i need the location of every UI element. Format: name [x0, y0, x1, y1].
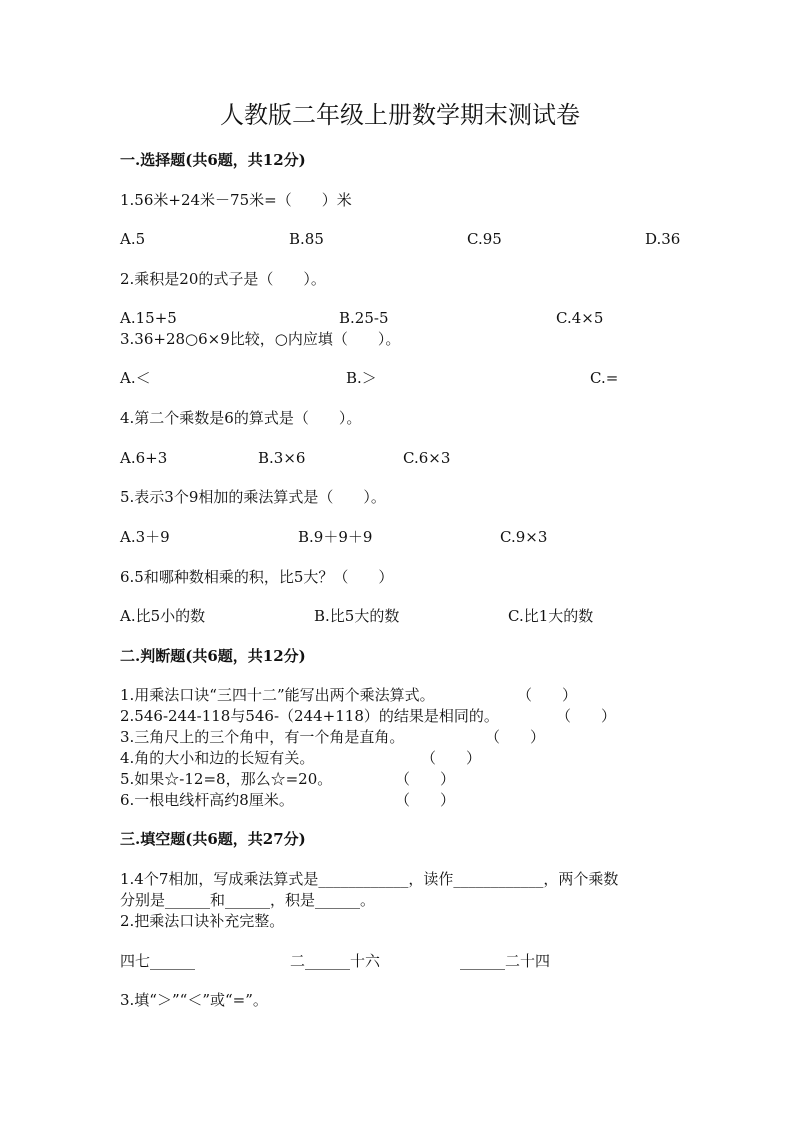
- answer-bracket: （ ）: [485, 728, 546, 746]
- answer-bracket: （ ）: [395, 770, 456, 788]
- option: B.比5大的数: [314, 607, 400, 625]
- option: A.比5小的数: [120, 607, 206, 625]
- option: C.=: [590, 369, 619, 387]
- option: C.6×3: [403, 449, 451, 467]
- option: A.＜: [120, 369, 151, 387]
- answer-bracket: （ ）: [517, 686, 578, 704]
- fill-question-line: 1.4个7相加，写成乘法算式是____________，读作____________，两个乘数: [120, 870, 619, 888]
- formula-blank: ______二十四: [460, 952, 551, 970]
- option: B.＞: [346, 369, 377, 387]
- option: B.85: [289, 230, 324, 248]
- section-heading-fill-in: 三.填空题(共6题，共27分): [120, 830, 306, 848]
- option: C.比1大的数: [508, 607, 594, 625]
- judgement-item: 6.一根电线杆高约8厘米。: [120, 791, 294, 809]
- option: C.95: [467, 230, 502, 248]
- question-stem: 2.乘积是20的式子是（ ）。: [120, 270, 326, 288]
- judgement-item: 3.三角尺上的三个角中，有一个角是直角。: [120, 728, 405, 746]
- section-heading-judgement: 二.判断题(共6题，共12分): [120, 647, 306, 665]
- option: B.25-5: [339, 309, 389, 327]
- question-stem: 4.第二个乘数是6的算式是（ ）。: [120, 409, 362, 427]
- answer-bracket: （ ）: [421, 749, 482, 767]
- question-stem: 5.表示3个9相加的乘法算式是（ ）。: [120, 488, 386, 506]
- option: A.3＋9: [120, 528, 170, 546]
- option: A.15+5: [120, 309, 177, 327]
- judgement-item: 5.如果☆-12=8，那么☆=20。: [120, 770, 333, 788]
- option: A.6+3: [120, 449, 168, 467]
- option: D.36: [645, 230, 681, 248]
- fill-question-line: 2.把乘法口诀补充完整。: [120, 912, 285, 930]
- formula-blank: 四七______: [120, 952, 196, 970]
- option: B.3×6: [258, 449, 306, 467]
- option: B.9＋9＋9: [298, 528, 373, 546]
- judgement-item: 1.用乘法口诀“三四十二”能写出两个乘法算式。: [120, 686, 435, 704]
- fill-question-line: 3.填“＞”“＜”或“=”。: [120, 991, 268, 1009]
- section-heading-choice: 一.选择题(共6题，共12分): [120, 151, 306, 169]
- option: C.9×3: [500, 528, 548, 546]
- question-stem: 6.5和哪种数相乘的积，比5大？（ ）: [120, 568, 394, 586]
- page-title: 人教版二年级上册数学期末测试卷: [220, 101, 580, 129]
- question-stem: 1.56米+24米－75米=（ ）米: [120, 191, 352, 209]
- option: A.5: [120, 230, 146, 248]
- question-stem: 3.36+28○6×9比较，○内应填（ ）。: [120, 330, 401, 348]
- judgement-item: 4.角的大小和边的长短有关。: [120, 749, 315, 767]
- fill-question-line: 分别是______和______，积是______。: [120, 891, 376, 909]
- formula-blank: 二______十六: [290, 952, 381, 970]
- judgement-item: 2.546-244-118与546-（244+118）的结果是相同的。: [120, 707, 499, 725]
- option: C.4×5: [556, 309, 604, 327]
- answer-bracket: （ ）: [395, 791, 456, 809]
- answer-bracket: （ ）: [556, 707, 617, 725]
